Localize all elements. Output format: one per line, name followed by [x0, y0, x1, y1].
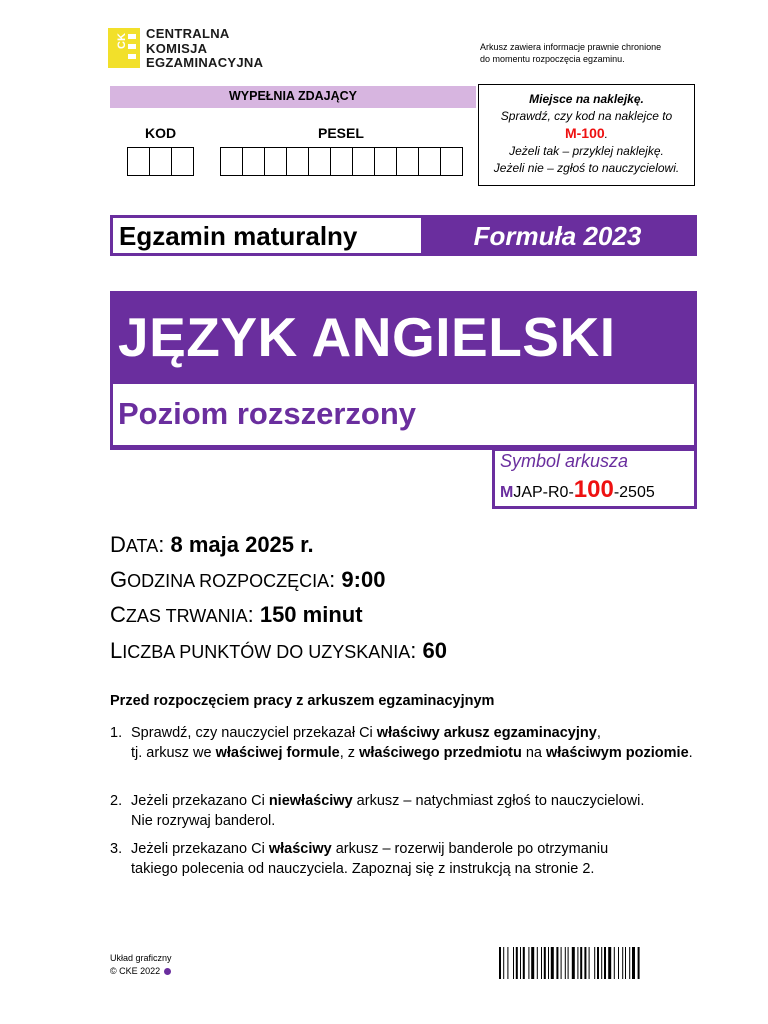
- kod-box[interactable]: [149, 147, 172, 176]
- barcode-bar: [597, 947, 599, 979]
- barcode-bar: [551, 947, 554, 979]
- sticker-line2: Jeżeli tak – przyklej naklejkę.: [509, 144, 664, 158]
- logo-mark-text: CK: [115, 33, 128, 49]
- barcode-bar: [561, 947, 562, 979]
- logo-line: CENTRALNA: [146, 26, 230, 41]
- barcode-bar: [614, 947, 615, 979]
- pesel-box[interactable]: [352, 147, 375, 176]
- logo-line: EGZAMINACYJNA: [146, 55, 264, 70]
- cke-dot-icon: [164, 968, 171, 975]
- instruction-item-1: 1. Sprawdź, czy nauczyciel przekazał Ci właściwy arkusz egzaminacyjny, tj. arkusz we właściwej formule, z właściwego przedmiotu na właściwym poziomie.: [110, 725, 693, 761]
- pesel-box[interactable]: [418, 147, 441, 176]
- sticker-code: M-100: [564, 125, 605, 141]
- info-points: LICZBA PUNKTÓW DO UZYSKANIA: 60: [110, 638, 448, 663]
- pesel-box[interactable]: [330, 147, 353, 176]
- exam-name: Egzamin maturalny: [119, 221, 358, 251]
- barcode-bar: [528, 947, 529, 979]
- barcode-bar: [523, 947, 525, 979]
- max-points: 60: [422, 638, 448, 663]
- barcode-bar: [516, 947, 518, 979]
- barcode-bar: [577, 947, 578, 979]
- barcode-bar: [520, 947, 521, 979]
- info-date: DATA: 8 maja 2025 r.: [110, 532, 314, 557]
- pesel-box[interactable]: [396, 147, 419, 176]
- barcode-bar: [632, 947, 635, 979]
- instruction-item-2: 2. Jeżeli przekazano Ci niewłaściwy arkusz – natychmiast zgłoś to nauczycielowi. Nie rozrywaj banderol.: [110, 793, 645, 829]
- footer-credit: Układ graficzny © CKE 2022: [110, 953, 172, 976]
- info-duration: CZAS TRWANIA: 150 minut: [110, 602, 363, 627]
- info-start-time: GODZINA ROZPOCZĘCIA: 9:00: [110, 567, 386, 592]
- barcode-bar: [544, 947, 546, 979]
- barcode-bar: [507, 947, 508, 979]
- pesel-box[interactable]: [286, 147, 309, 176]
- barcode-bar: [601, 947, 602, 979]
- pesel-box[interactable]: [264, 147, 287, 176]
- pesel-box[interactable]: [220, 147, 243, 176]
- barcode-bar: [537, 947, 538, 979]
- exam-date: 8 maja 2025 r.: [170, 532, 314, 557]
- pesel-box[interactable]: [440, 147, 463, 176]
- barcode-bar: [629, 947, 630, 979]
- barcode-bar: [638, 947, 640, 979]
- barcode-bar: [604, 947, 606, 979]
- barcode-bar: [584, 947, 586, 979]
- barcode-bar: [618, 947, 619, 979]
- barcode-bar: [580, 947, 582, 979]
- fill-by-candidate-header: WYPEŁNIA ZDAJĄCY: [110, 86, 476, 108]
- cke-logo-mark: [108, 28, 140, 68]
- level-title: Poziom rozszerzony: [118, 396, 416, 431]
- exam-formula: Formuła 2023: [421, 218, 694, 253]
- barcode-bar: [531, 947, 534, 979]
- pesel-label: PESEL: [318, 125, 364, 141]
- barcode-bar: [499, 947, 501, 979]
- kod-box[interactable]: [171, 147, 194, 176]
- symbol-label: Symbol arkusza: [500, 451, 629, 471]
- legal-notice: Arkusz zawiera informacje prawnie chronione do momentu rozpoczęcia egzaminu.: [480, 42, 662, 64]
- barcode-bar: [572, 947, 575, 979]
- barcode-bar: [622, 947, 623, 979]
- barcode-bar: [503, 947, 504, 979]
- sticker-title: Miejsce na naklejkę.: [529, 92, 644, 106]
- barcode-bar: [565, 947, 566, 979]
- barcode-bar: [513, 947, 514, 979]
- instruction-item-3: 3. Jeżeli przekazano Ci właściwy arkusz – rozerwij banderole po otrzymaniu takiego polecenia od nauczyciela. Zapoznaj się z instrukcją na stronie 2.: [110, 841, 609, 877]
- start-time: 9:00: [341, 567, 386, 592]
- kod-input-boxes[interactable]: [127, 147, 193, 176]
- logo-line: KOMISJA: [146, 40, 208, 56]
- pesel-box[interactable]: [308, 147, 331, 176]
- symbol-code: MJAP-R0-100-2505: [500, 476, 655, 503]
- barcode-bar: [594, 947, 595, 979]
- barcode-bar: [541, 947, 542, 979]
- sticker-placeholder: Miejsce na naklejkę. Sprawdź, czy kod na naklejce to M-100. Jeżeli tak – przyklej naklejkę. Jeżeli nie – zgłoś to nauczycielowi.: [478, 84, 695, 186]
- barcode-bar: [548, 947, 549, 979]
- cke-logo-text: [146, 27, 263, 71]
- kod-label: KOD: [145, 125, 177, 141]
- exam-title-bar: [110, 215, 697, 256]
- pesel-input-boxes[interactable]: [220, 147, 462, 176]
- duration: 150 minut: [259, 602, 363, 627]
- barcode-bar: [556, 947, 558, 979]
- barcode-icon: [499, 947, 687, 979]
- pesel-box[interactable]: [242, 147, 265, 176]
- sticker-line3: Jeżeli nie – zgłoś to nauczycielowi.: [493, 161, 680, 175]
- barcode-bar: [608, 947, 611, 979]
- sticker-line1: Sprawdź, czy kod na naklejce to: [500, 109, 673, 123]
- barcode-bar: [625, 947, 626, 979]
- kod-box[interactable]: [127, 147, 150, 176]
- instructions-heading: Przed rozpoczęciem pracy z arkuszem egzaminacyjnym: [110, 693, 495, 709]
- pesel-box[interactable]: [374, 147, 397, 176]
- subject-title: JĘZYK ANGIELSKI: [118, 306, 616, 368]
- logo-bars: [128, 34, 136, 62]
- barcode-bar: [568, 947, 569, 979]
- barcode-bar: [589, 947, 590, 979]
